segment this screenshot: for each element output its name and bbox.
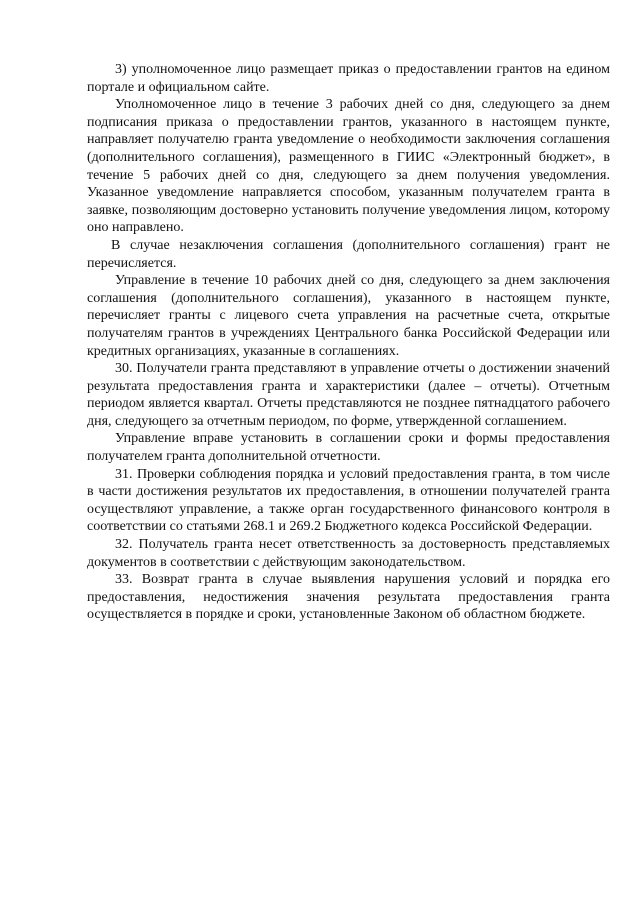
paragraph-item-3-posting: 3) уполномоченное лицо размещает приказ о предоставлении грантов на едином портале и официальном сайте. xyxy=(87,62,610,95)
paragraph-30-reports: 30. Получатели гранта представляют в управление отчеты о достижении значений результата предоставления гранта и характеристики (далее – отчеты). Отчетным периодом является квартал. Отчеты представляются не позднее пятнадцатого рабочего дня, следующего за отчетным периодом, по форме, утвержденной соглашением. xyxy=(87,361,610,429)
paragraph-33-refund: 33. Возврат гранта в случае выявления нарушения условий и порядка его предоставления, недостижения значения результата предоставления гранта осуществляется в порядке и сроки, установленные Законом об областном бюджете. xyxy=(87,572,610,623)
paragraph-notification: Уполномоченное лицо в течение 3 рабочих дней со дня, следующего за днем подписания приказа о предоставлении грантов, указанного в настоящем пункте, направляет получателю гранта уведомление о необходимости заключения соглашения (дополнительного соглашения), размещенного в ГИИС «Электронный бюджет», в течение 5 рабочих дней со дня, следующего за днем получения уведомления. Указанное уведомление направляется способом, указанным получателем гранта в заявке, позволяющим достоверно установить получение уведомления лицом, которому оно направлено. xyxy=(87,97,610,236)
paragraph-additional-reporting: Управление вправе установить в соглашении сроки и формы предоставления получателем гранта дополнительной отчетности. xyxy=(87,431,610,465)
paragraph-non-conclusion: В случае незаключения соглашения (дополнительного соглашения) грант не перечисляется. xyxy=(87,237,610,271)
paragraph-32-responsibility: 32. Получатель гранта несет ответственность за достоверность представляемых документов в соответствии с действующим законодательством. xyxy=(87,537,610,570)
paragraph-31-inspections: 31. Проверки соблюдения порядка и условий предоставления гранта, в том числе в части достижения результатов их предоставления, в отношении получателей гранта осуществляют управление, а также орган государственного финансового контроля в соответствии со статьями 268.1 и 269.2 Бюджетного кодекса Российской Федерации. xyxy=(87,466,610,535)
paragraph-transfer: Управление в течение 10 рабочих дней со дня, следующего за днем заключения соглашения (дополнительного соглашения), указанного в настоящем пункте, перечисляет гранты с лицевого счета управления на расчетные счета, открытые получателям грантов в учреждениях Центрального банка Российской Федерации или кредитных организациях, указанные в соглашениях. xyxy=(87,273,610,359)
document-page xyxy=(87,61,610,624)
